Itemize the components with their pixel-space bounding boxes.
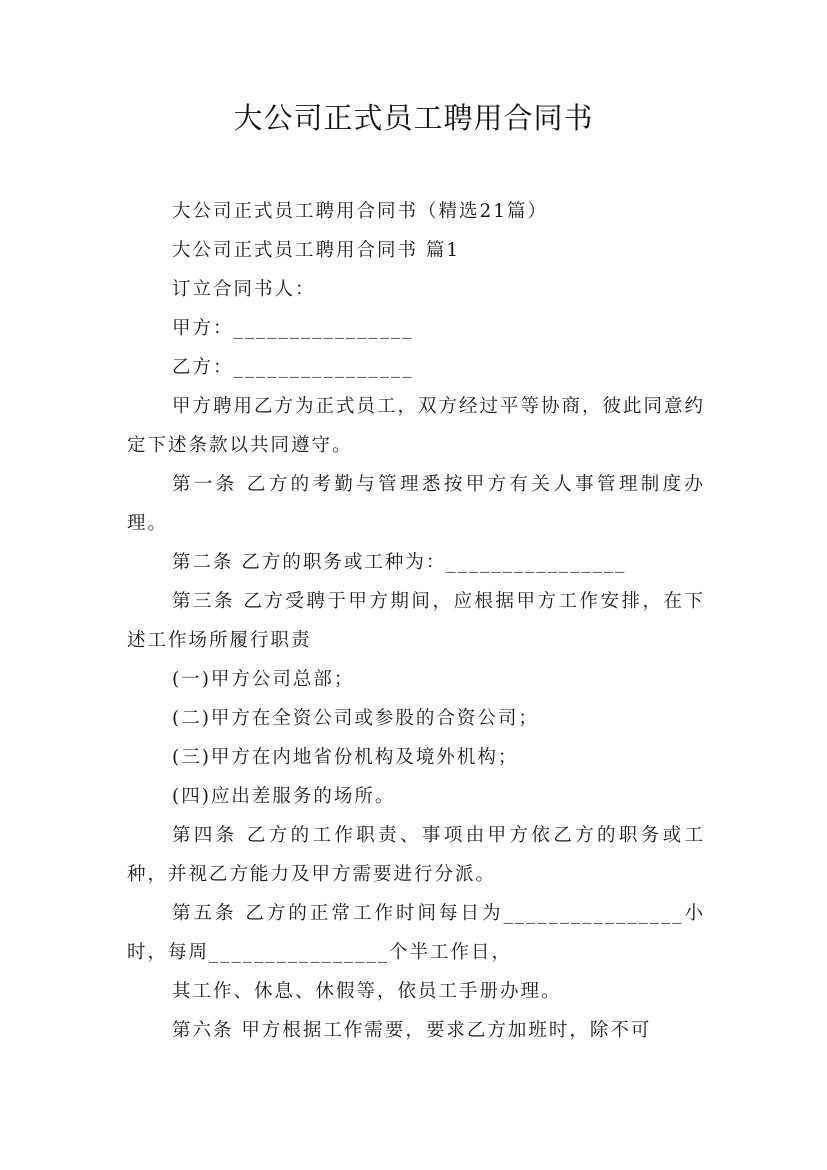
paragraph-article-3-item-4: (四)应出差服务的场所。 [172, 786, 396, 807]
paragraph-article-3: 第三条 乙方受聘于甲方期间，应根据甲方工作安排，在下述工作场所履行职责 [127, 591, 705, 651]
paragraph-article-3-item-2: (二)甲方在全资公司或参股的合资公司； [172, 708, 539, 729]
document-body [127, 192, 705, 1050]
paragraph-article-3-item-1: (一)甲方公司总部； [172, 669, 355, 690]
paragraph-party-a: 甲方：________________ [172, 318, 414, 339]
paragraph-party-b: 乙方：________________ [172, 357, 414, 378]
paragraph-intro: 甲方聘用乙方为正式员工，双方经过平等协商，彼此同意约定下述条款以共同遵守。 [127, 396, 706, 456]
paragraph-article-6: 第六条 甲方根据工作需要，要求乙方加班时，除不可 [172, 1020, 652, 1041]
document-title: 大公司正式员工聘用合同书 [233, 101, 594, 135]
paragraph-article-5: 第五条 乙方的正常工作时间每日为________________小时，每周________________个半工作日， [127, 903, 705, 963]
paragraph-article-2: 第二条 乙方的职务或工种为：________________ [172, 552, 627, 573]
paragraph-section-heading: 大公司正式员工聘用合同书 篇1 [172, 240, 461, 261]
paragraph-collection-title: 大公司正式员工聘用合同书（精选21篇） [172, 201, 549, 222]
paragraph-article-1: 第一条 乙方的考勤与管理悉按甲方有关人事管理制度办理。 [127, 474, 705, 534]
paragraph-article-5-cont: 其工作、休息、休假等，依员工手册办理。 [172, 981, 562, 1002]
paragraph-article-4: 第四条 乙方的工作职责、事项由甲方依乙方的职务或工种，并视乙方能力及甲方需要进行分派。 [127, 825, 705, 885]
paragraph-article-3-item-3: (三)甲方在内地省份机构及境外机构； [172, 747, 519, 768]
paragraph-parties-label: 订立合同书人： [172, 279, 316, 300]
